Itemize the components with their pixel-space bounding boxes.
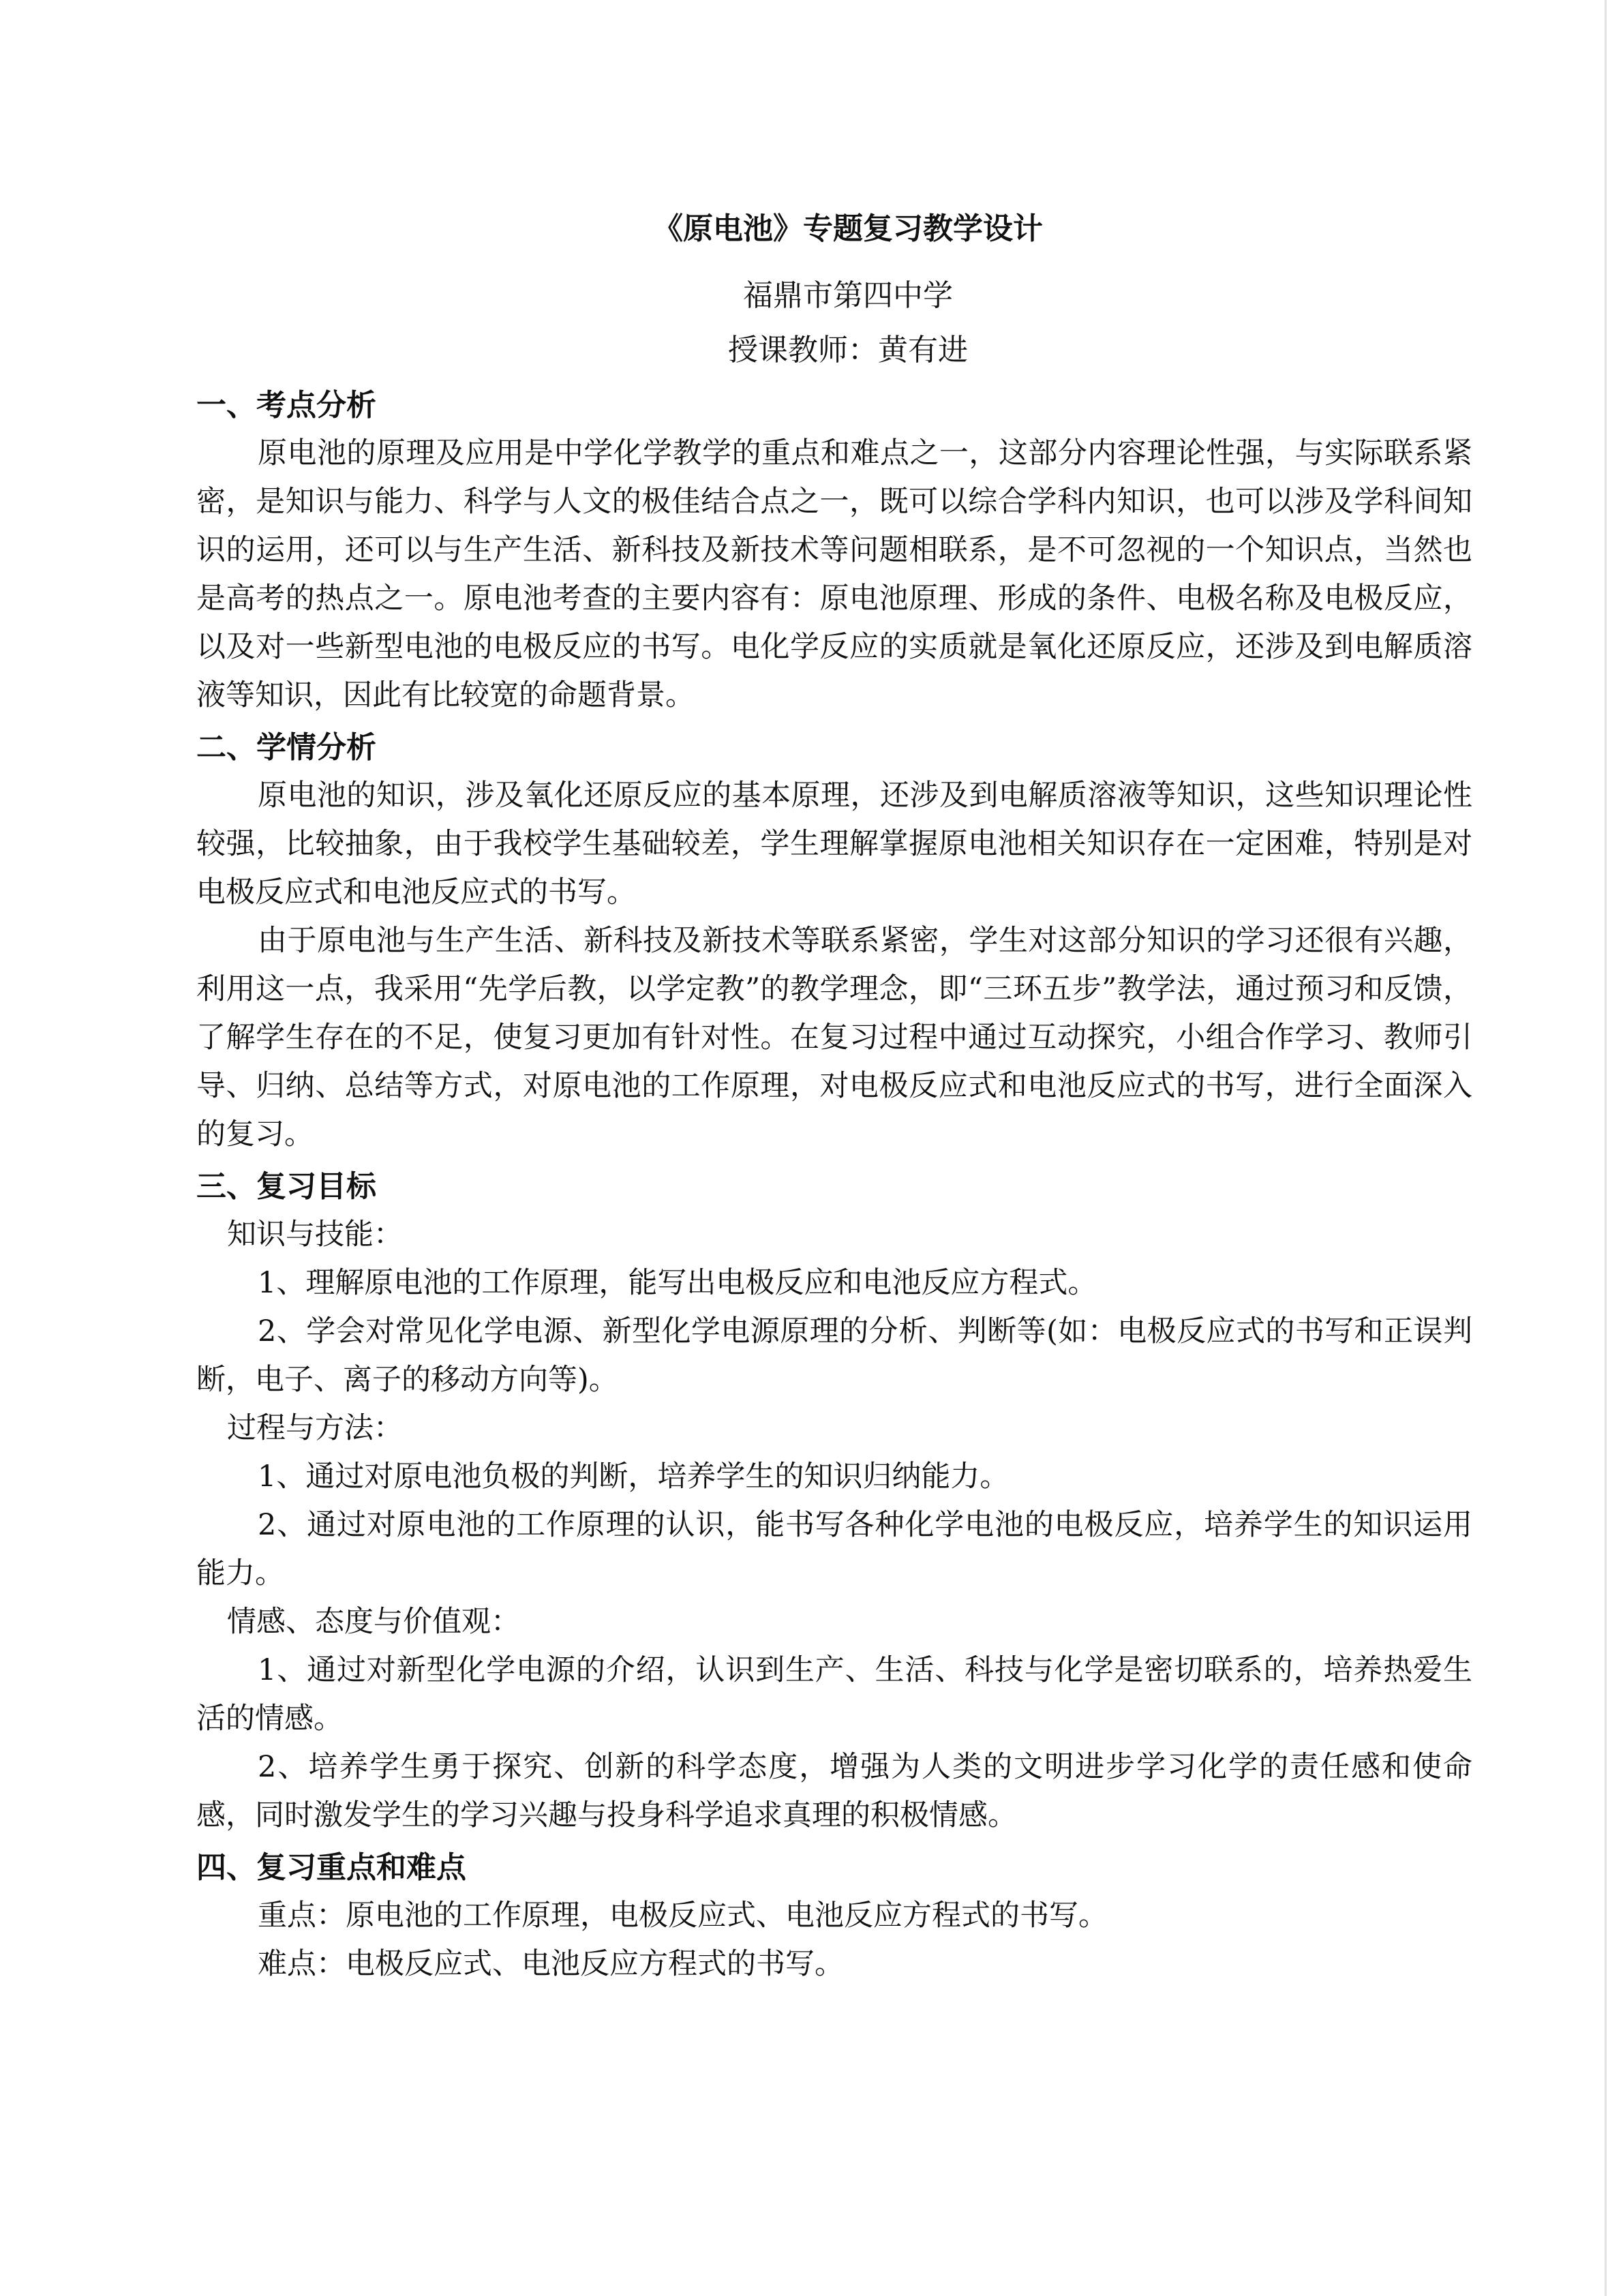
section-heading: 四、复习重点和难点: [196, 1850, 466, 1885]
goal-item: 1、通过对原电池负极的判断，培养学生的知识归纳能力。: [258, 1460, 1010, 1494]
paragraph: 原电池的知识，涉及氧化还原反应的基本原理，还涉及到电解质溶液等知识，这些知识理论性较强，比较抽象，由于我校学生基础较差，学生理解掌握原电池相关知识存在一定困难，特别是对电极反应式和电池反应式的书写。: [196, 779, 1472, 909]
goal-category-label: 情感、态度与价值观：: [227, 1605, 520, 1639]
teacher-name: 授课教师：黄有进: [728, 333, 968, 367]
document-title: 《原电池》专题复习教学设计: [653, 211, 1043, 246]
section-heading: 三、复习目标: [196, 1169, 376, 1204]
section-heading: 二、学情分析: [196, 730, 376, 765]
section-student-analysis: [196, 724, 1472, 1159]
page-edge-line: [1605, 0, 1607, 2296]
goal-category-label: 知识与技能：: [227, 1218, 403, 1252]
section-review-goals: [196, 1163, 1472, 1840]
section-exam-analysis: [196, 382, 1472, 720]
difficult-point: 难点：电极反应式、电池反应方程式的书写。: [258, 1947, 844, 1981]
goal-category-label: 过程与方法：: [227, 1411, 403, 1445]
goal-item: 2、培养学生勇于探究、创新的科学态度，增强为人类的文明进步学习化学的责任感和使命感，同时激发学生的学习兴趣与投身科学追求真理的积极情感。: [196, 1750, 1472, 1832]
goal-item: 1、通过对新型化学电源的介绍，认识到生产、生活、科技与化学是密切联系的，培养热爱生活的情感。: [196, 1653, 1472, 1736]
section-heading: 一、考点分析: [196, 388, 376, 423]
paragraph: 由于原电池与生产生活、新科技及新技术等联系紧密，学生对这部分知识的学习还很有兴趣，利用这一点，我采用“先学后教，以学定教”的教学理念，即“三环五步”教学法，通过预习和反馈，了解学生存在的不足，使复习更加有针对性。在复习过程中通过互动探究，小组合作学习、教师引导、归纳、总结等方式，对原电池的工作原理，对电极反应式和电池反应式的书写，进行全面深入的复习。: [196, 924, 1472, 1151]
key-point: 重点：原电池的工作原理，电极反应式、电池反应方程式的书写。: [258, 1899, 1108, 1933]
paragraph: 原电池的原理及应用是中学化学教学的重点和难点之一，这部分内容理论性强，与实际联系紧密，是知识与能力、科学与人文的极佳结合点之一，既可以综合学科内知识，也可以涉及学科间知识的运用，还可以与生产生活、新科技及新技术等问题相联系，是不可忽视的一个知识点，当然也是高考的热点之一。原电池考查的主要内容有：原电池原理、形成的条件、电极名称及电极反应，以及对一些新型电池的电极反应的书写。电化学反应的实质就是氧化还原反应，还涉及到电解质溶液等知识，因此有比较宽的命题背景。: [196, 436, 1472, 712]
document-body: [196, 202, 1472, 1989]
school-name: 福鼎市第四中学: [743, 278, 953, 313]
goal-item: 2、学会对常见化学电源、新型化学电源原理的分析、判断等(如：电极反应式的书写和正误判断，电子、离子的移动方向等)。: [196, 1314, 1472, 1397]
goal-item: 1、理解原电池的工作原理，能写出电极反应和电池反应方程式。: [258, 1266, 1097, 1300]
section-key-points: [196, 1844, 1472, 1989]
goal-item: 2、通过对原电池的工作原理的认识，能书写各种化学电池的电极反应，培养学生的知识运用能力。: [196, 1508, 1472, 1590]
